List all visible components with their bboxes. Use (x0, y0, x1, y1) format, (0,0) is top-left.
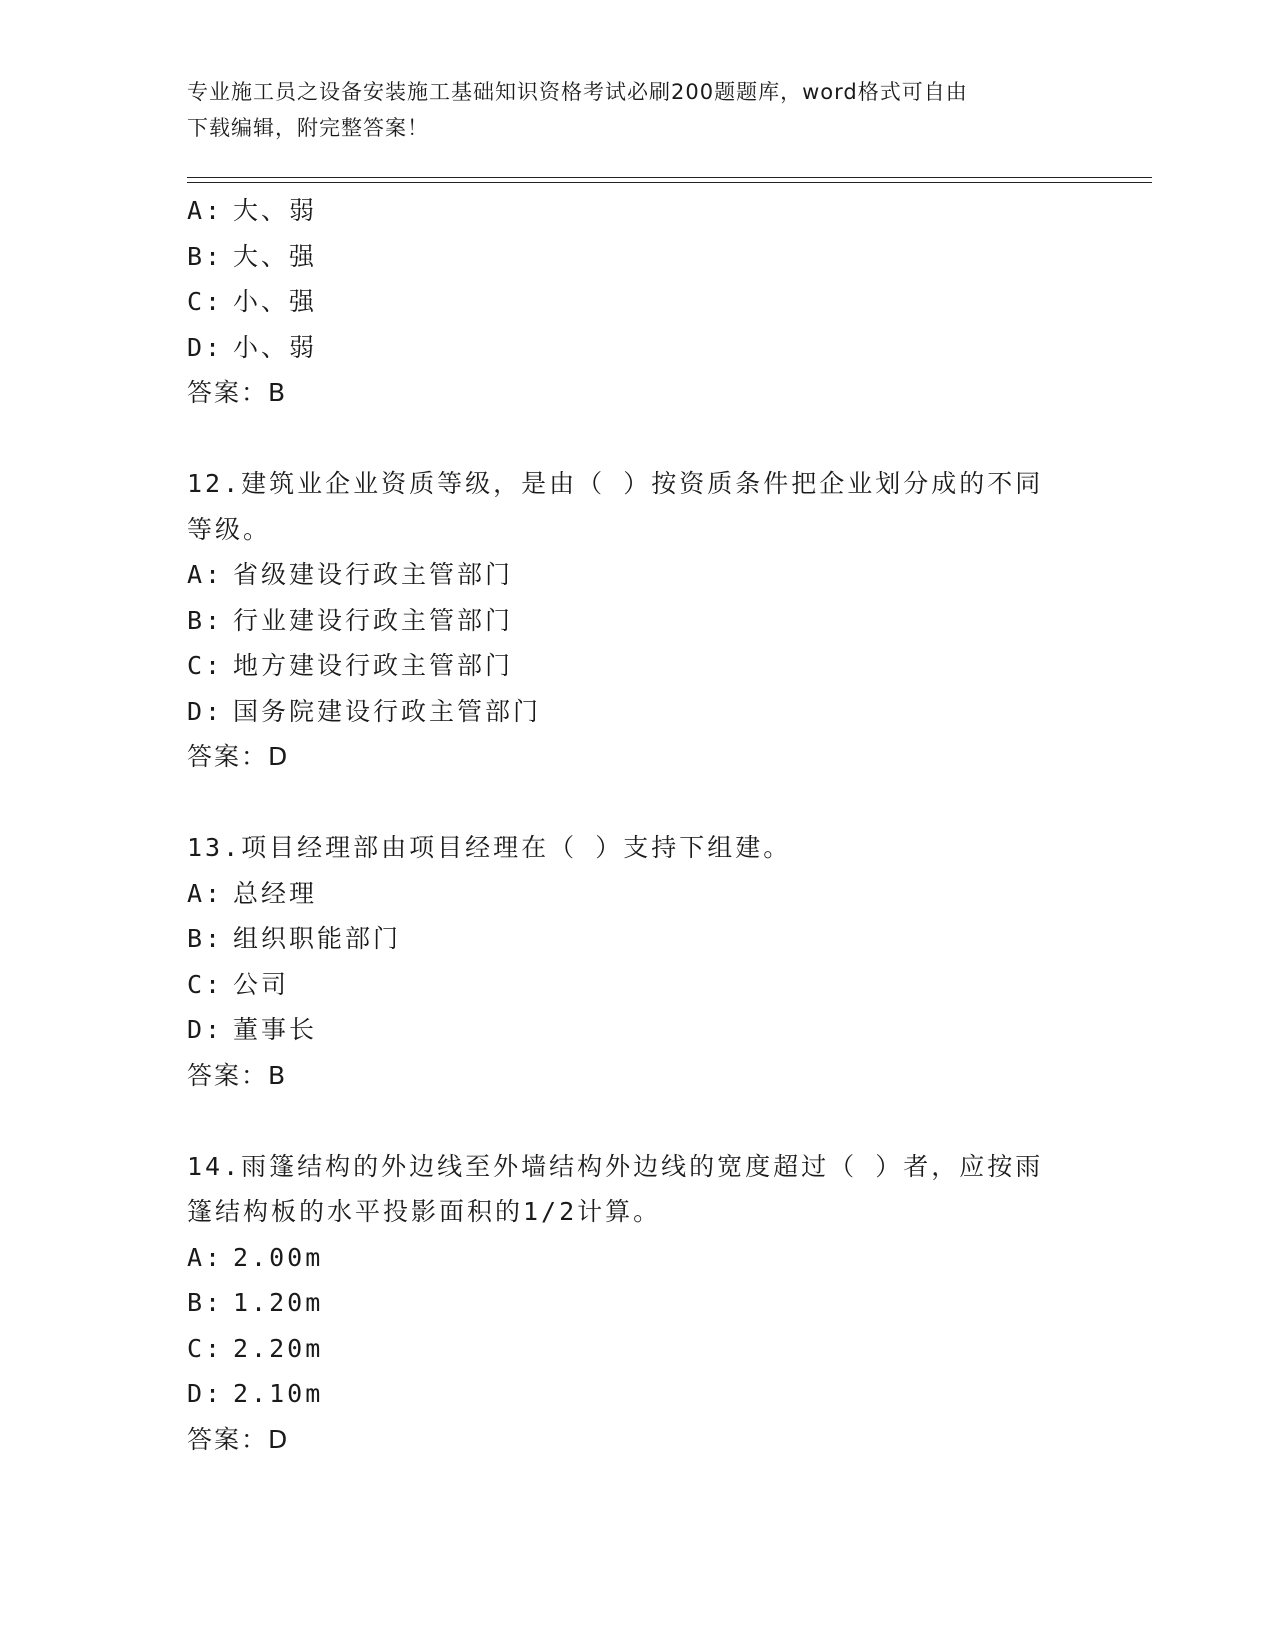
option-text: 组织职能部门 (233, 924, 402, 953)
option-d (187, 325, 1127, 371)
option-text: 大、弱 (233, 196, 318, 225)
option-a (187, 871, 1127, 917)
answer: 答案：D (187, 1424, 290, 1454)
question-text-line-1: 13.项目经理部由项目经理在（ ）支持下组建。 (187, 833, 792, 862)
option-letter: B: (187, 241, 224, 271)
answer: 答案：B (187, 1060, 288, 1090)
header-divider-bottom (187, 182, 1152, 183)
option-text: 公司 (233, 969, 290, 999)
question-text-line-2: 篷结构板的水平投影面积的1/2计算。 (187, 1197, 662, 1226)
option-a (187, 552, 1127, 598)
option-b (187, 234, 1127, 280)
question-11-continued (187, 188, 1127, 416)
option-text: 行业建设行政主管部门 (233, 605, 514, 635)
answer: 答案：B (187, 378, 288, 407)
option-letter: B: (187, 1288, 224, 1317)
option-letter: A: (187, 878, 224, 908)
question-spacer (187, 780, 1127, 826)
option-text: 1.20m (233, 1288, 324, 1317)
option-letter: C: (187, 651, 224, 680)
option-letter: C: (187, 287, 224, 316)
option-text: 国务院建设行政主管部门 (233, 696, 542, 726)
option-d (187, 1371, 1127, 1417)
option-text: 省级建设行政主管部门 (233, 560, 514, 589)
question-13 (187, 825, 1127, 1098)
question-text-line-2: 等级。 (187, 514, 272, 544)
question-text-line-1: 14.雨篷结构的外边线至外墙结构外边线的宽度超过（ ）者，应按雨 (187, 1151, 1044, 1181)
question-list (187, 188, 1127, 1462)
option-c (187, 1326, 1127, 1372)
document-header (187, 74, 1087, 146)
option-b (187, 598, 1127, 644)
option-d (187, 689, 1127, 735)
option-letter: D: (187, 332, 224, 362)
question-12 (187, 461, 1127, 780)
option-letter: B: (187, 605, 224, 635)
option-c (187, 962, 1127, 1008)
header-line-1: 专业施工员之设备安装施工基础知识资格考试必刷200题题库，word格式可自由 (187, 80, 968, 104)
question-spacer (187, 1098, 1127, 1144)
option-b (187, 1280, 1127, 1326)
option-text: 董事长 (233, 1015, 318, 1044)
option-text: 2.20m (233, 1333, 324, 1363)
answer: 答案：D (187, 742, 290, 771)
option-b (187, 916, 1127, 962)
option-letter: D: (187, 1015, 224, 1044)
option-text: 2.10m (233, 1379, 324, 1408)
question-text-line-1: 12.建筑业企业资质等级，是由（ ）按资质条件把企业划分成的不同 (187, 469, 1044, 498)
option-text: 大、强 (233, 241, 318, 271)
option-letter: C: (187, 969, 224, 999)
question-spacer (187, 416, 1127, 462)
option-letter: A: (187, 196, 224, 225)
question-14 (187, 1144, 1127, 1463)
option-text: 小、强 (233, 287, 318, 316)
option-a (187, 188, 1127, 234)
option-text: 2.00m (233, 1242, 324, 1272)
option-text: 小、弱 (233, 332, 318, 362)
header-divider-top (187, 177, 1152, 178)
option-letter: D: (187, 696, 224, 726)
option-text: 地方建设行政主管部门 (233, 651, 514, 680)
option-text: 总经理 (233, 878, 318, 908)
option-a (187, 1235, 1127, 1281)
option-letter: B: (187, 924, 224, 953)
option-letter: A: (187, 560, 224, 589)
header-line-2: 下载编辑，附完整答案！ (187, 116, 429, 140)
option-d (187, 1007, 1127, 1053)
option-letter: C: (187, 1333, 224, 1363)
option-c (187, 279, 1127, 325)
option-letter: D: (187, 1379, 224, 1408)
option-letter: A: (187, 1242, 224, 1272)
option-c (187, 643, 1127, 689)
